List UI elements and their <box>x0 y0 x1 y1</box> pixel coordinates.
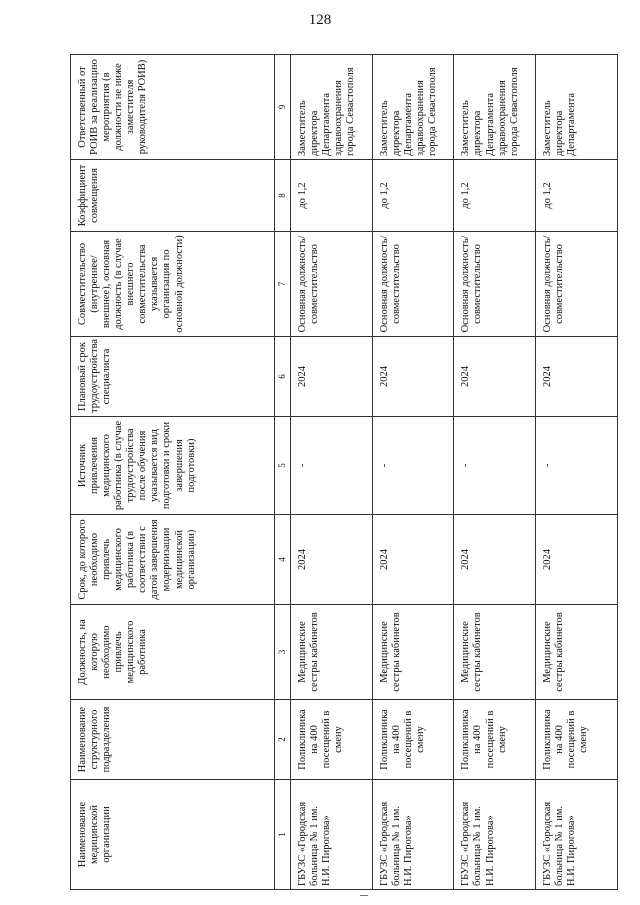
header-cell: Ответственный от РОИВ за реализацию мероприятия (в должности не ниже заместителя руководителя РОИВ) <box>71 55 275 160</box>
column-number: 5 <box>275 417 290 515</box>
page-mark <box>360 895 368 896</box>
table-cell: Заместитель директора Департамента здравоохранения города Севастополя <box>290 55 372 160</box>
table-cell: Заместитель директора Департамента здравоохранения города Севастополя <box>372 55 454 160</box>
table-cell: ГБУЗС «Городская больница № 1 им. Н.И. Пирогова» <box>372 780 454 890</box>
table-cell: до 1,2 <box>454 160 536 232</box>
table-cell: - <box>372 417 454 515</box>
table-cell: Поликлиника на 400 посещений в смену <box>536 700 618 780</box>
table-cell: ГБУЗС «Городская больница № 1 им. Н.И. Пирогова» <box>454 780 536 890</box>
column-number-row <box>275 55 290 890</box>
table-cell: до 1,2 <box>290 160 372 232</box>
table-cell: Поликлиника на 400 посещений в смену <box>290 700 372 780</box>
table-cell: 2024 <box>372 515 454 605</box>
table-cell: Заместитель директора Департамента <box>536 55 618 160</box>
table-cell: Поликлиника на 400 посещений в смену <box>454 700 536 780</box>
table-row <box>290 55 372 890</box>
table-cell: Основная должность/ совместительство <box>290 232 372 337</box>
table-cell: Поликлиника на 400 посещений в смену <box>372 700 454 780</box>
table-cell: ГБУЗС «Городская больница № 1 им. Н.И. Пирогова» <box>536 780 618 890</box>
table-cell: - <box>454 417 536 515</box>
table-cell: - <box>536 417 618 515</box>
column-number: 6 <box>275 337 290 417</box>
header-cell: Коэффициент совмещения <box>71 160 275 232</box>
table-cell: 2024 <box>454 337 536 417</box>
table-cell: Основная должность/ совместительство <box>372 232 454 337</box>
column-number: 3 <box>275 605 290 700</box>
column-number: 1 <box>275 780 290 890</box>
table-cell: 2024 <box>536 337 618 417</box>
header-cell: Совместительство (внутреннее/внешнее), основная должность (в случае внешнего совместительства указывается организация по основной должности) <box>71 232 275 337</box>
table-cell: до 1,2 <box>372 160 454 232</box>
column-number: 2 <box>275 700 290 780</box>
table-cell: Основная должность/ совместительство <box>454 232 536 337</box>
header-cell: Источник привлечения медицинского работника (в случае трудоустройства после обучения указывается вид подготовки и сроки завершения подготовки) <box>71 417 275 515</box>
table-cell: 2024 <box>536 515 618 605</box>
table-cell: ГБУЗС «Городская больница № 1 им. Н.И. Пирогова» <box>290 780 372 890</box>
table-cell: Медицинские сестры кабинетов <box>372 605 454 700</box>
table-row <box>372 55 454 890</box>
table-cell: до 1,2 <box>536 160 618 232</box>
table-cell: Основная должность/ совместительство <box>536 232 618 337</box>
page-number: 128 <box>308 12 332 28</box>
column-number: 7 <box>275 232 290 337</box>
table-cell: 2024 <box>372 337 454 417</box>
table-cell: 2024 <box>290 515 372 605</box>
header-cell: Должность, на которую необходимо привлечь медицинского работника <box>71 605 275 700</box>
table-cell: Медицинские сестры кабинетов <box>290 605 372 700</box>
column-number: 8 <box>275 160 290 232</box>
table-cell: Медицинские сестры кабинетов <box>536 605 618 700</box>
header-cell: Наименование медицинской организации <box>71 780 275 890</box>
staffing-table <box>70 54 618 890</box>
table-cell: - <box>290 417 372 515</box>
header-cell: Плановый срок трудоустройства специалиста <box>71 337 275 417</box>
table-cell: Заместитель директора Департамента здравоохранения города Севастополя <box>454 55 536 160</box>
table-cell: 2024 <box>454 515 536 605</box>
table-row <box>454 55 536 890</box>
column-number: 4 <box>275 515 290 605</box>
table-row <box>536 55 618 890</box>
rotated-table-container <box>70 55 618 890</box>
table-cell: 2024 <box>290 337 372 417</box>
table-cell: Медицинские сестры кабинетов <box>454 605 536 700</box>
header-cell: Срок, до которого необходимо привлечь медицинского работника (в соответствии с датой завершения модернизации медицинской организации) <box>71 515 275 605</box>
header-row <box>71 55 275 890</box>
column-number: 9 <box>275 55 290 160</box>
header-cell: Наименование структурного подразделения <box>71 700 275 780</box>
